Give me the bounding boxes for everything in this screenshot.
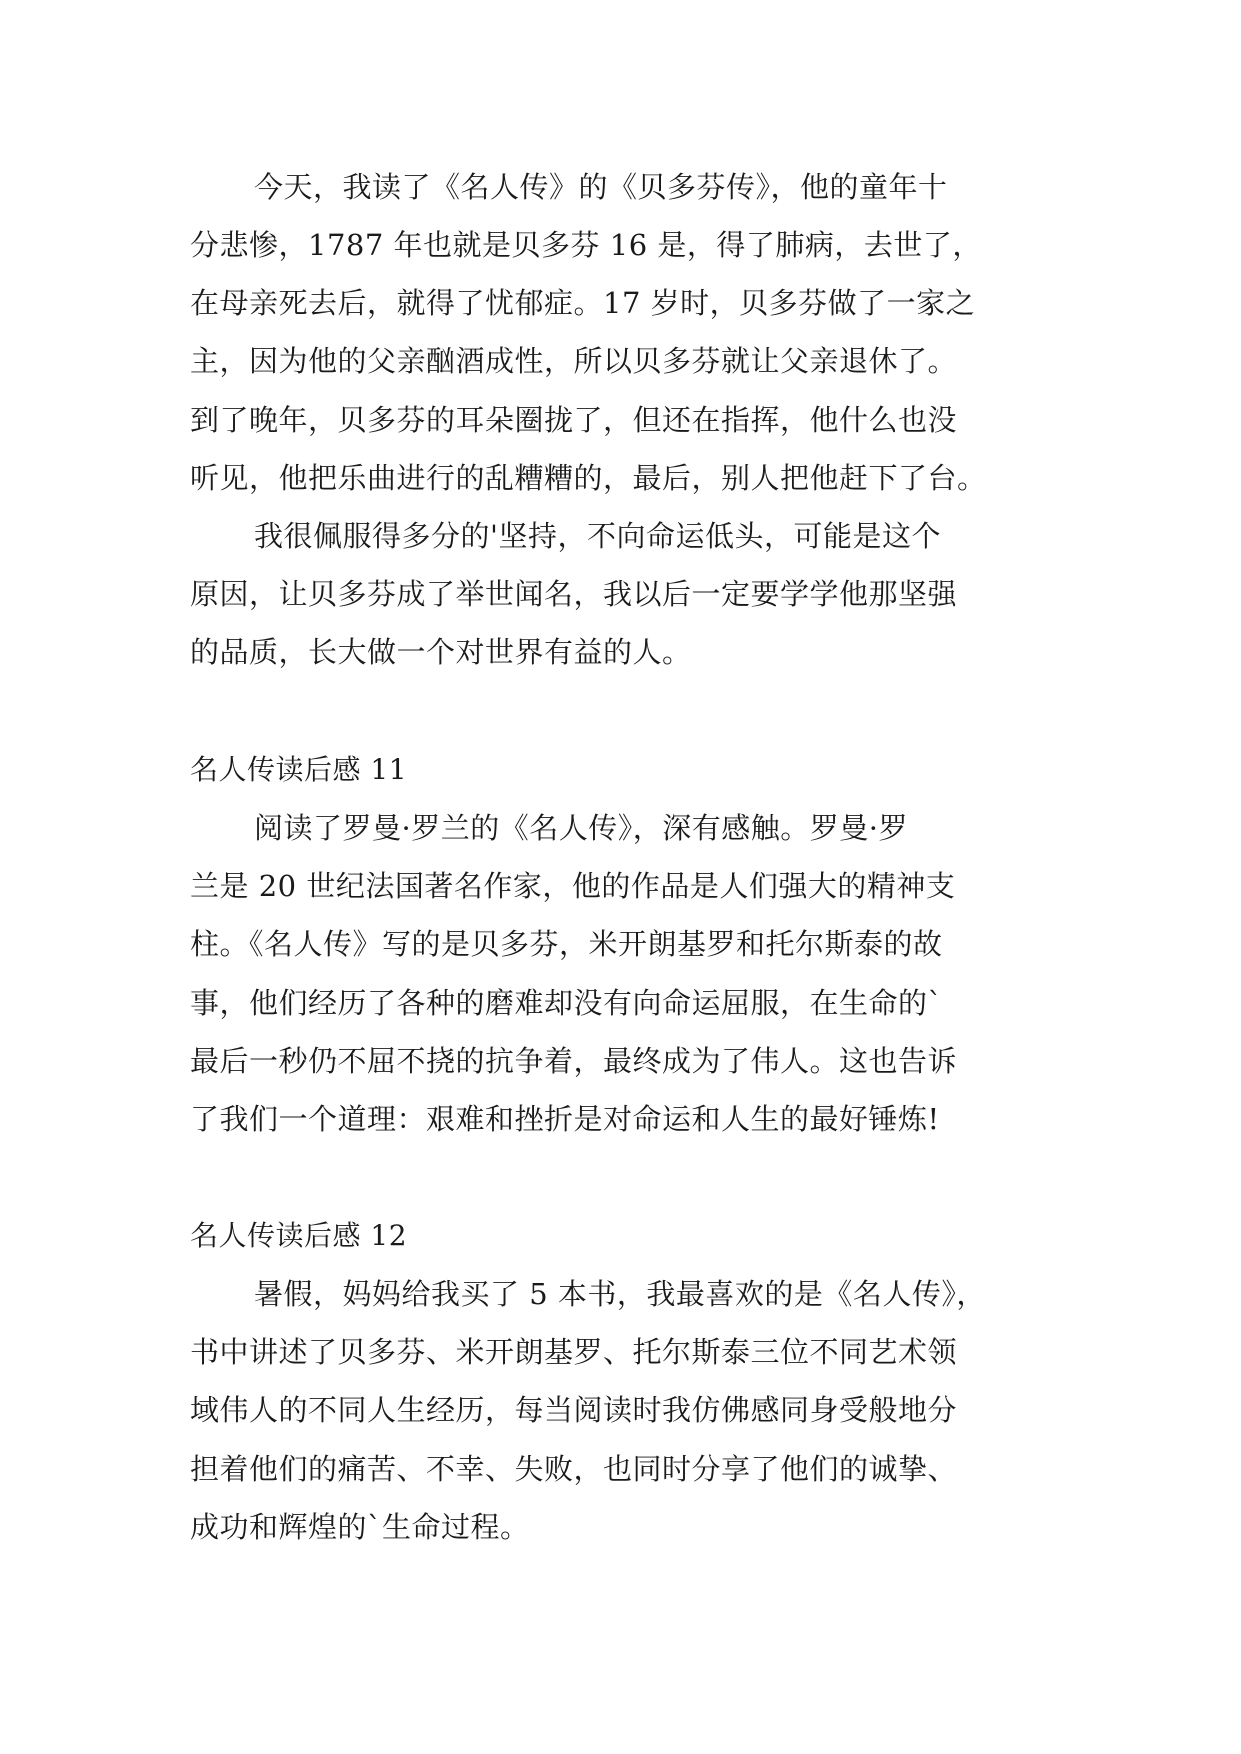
section-heading: 名人传读后感 12: [190, 1219, 408, 1252]
text-line: 我很佩服得多分的'坚持，不向命运低头，可能是这个: [254, 519, 941, 553]
text-line: 主，因为他的父亲酗酒成性，所以贝多芬就让父亲退休了。: [190, 344, 958, 378]
text-line: 阅读了罗曼·罗兰的《名人传》，深有感触。罗曼·罗: [254, 811, 908, 845]
text-line: 最后一秒仍不屈不挠的抗争着，最终成为了伟人。这也告诉: [190, 1044, 958, 1078]
text-line: 听见，他把乐曲进行的乱糟糟的，最后，别人把他赶下了台。: [190, 461, 987, 495]
text-line: 今天，我读了《名人传》的《贝多芬传》，他的童年十: [254, 170, 948, 204]
text-line: 在母亲死去后，就得了忧郁症。17 岁时，贝多芬做了一家之: [190, 286, 976, 320]
text-line: 了我们一个道理：艰难和挫折是对命运和人生的最好锤炼!: [190, 1102, 940, 1136]
text-line: 成功和辉煌的`生命过程。: [190, 1510, 530, 1544]
text-line: 原因，让贝多芬成了举世闻名，我以后一定要学学他那坚强: [190, 577, 958, 611]
text-line: 事，他们经历了各种的磨难却没有向命运屈服，在生命的`: [190, 986, 943, 1020]
text-line: 兰是 20 世纪法国著名作家，他的作品是人们强大的精神支: [190, 869, 956, 903]
text-line: 担着他们的痛苦、不幸、失败，也同时分享了他们的诚挚、: [190, 1452, 958, 1486]
text-line: 的品质，长大做一个对世界有益的人。: [190, 635, 692, 669]
text-line: 柱。《名人传》写的是贝多芬，米开朗基罗和托尔斯泰的故: [190, 927, 943, 961]
text-line: 到了晚年，贝多芬的耳朵圈拢了，但还在指挥，他什么也没: [190, 403, 958, 437]
text-line: 分悲惨，1787 年也就是贝多芬 16 是，得了肺病，去世了，: [190, 228, 982, 262]
text-line: 域伟人的不同人生经历，每当阅读时我仿佛感同身受般地分: [190, 1393, 958, 1427]
text-line: 书中讲述了贝多芬、米开朗基罗、托尔斯泰三位不同艺术领: [190, 1335, 958, 1369]
section-heading: 名人传读后感 11: [190, 753, 408, 786]
text-line: 暑假，妈妈给我买了 5 本书，我最喜欢的是《名人传》，: [254, 1277, 986, 1311]
